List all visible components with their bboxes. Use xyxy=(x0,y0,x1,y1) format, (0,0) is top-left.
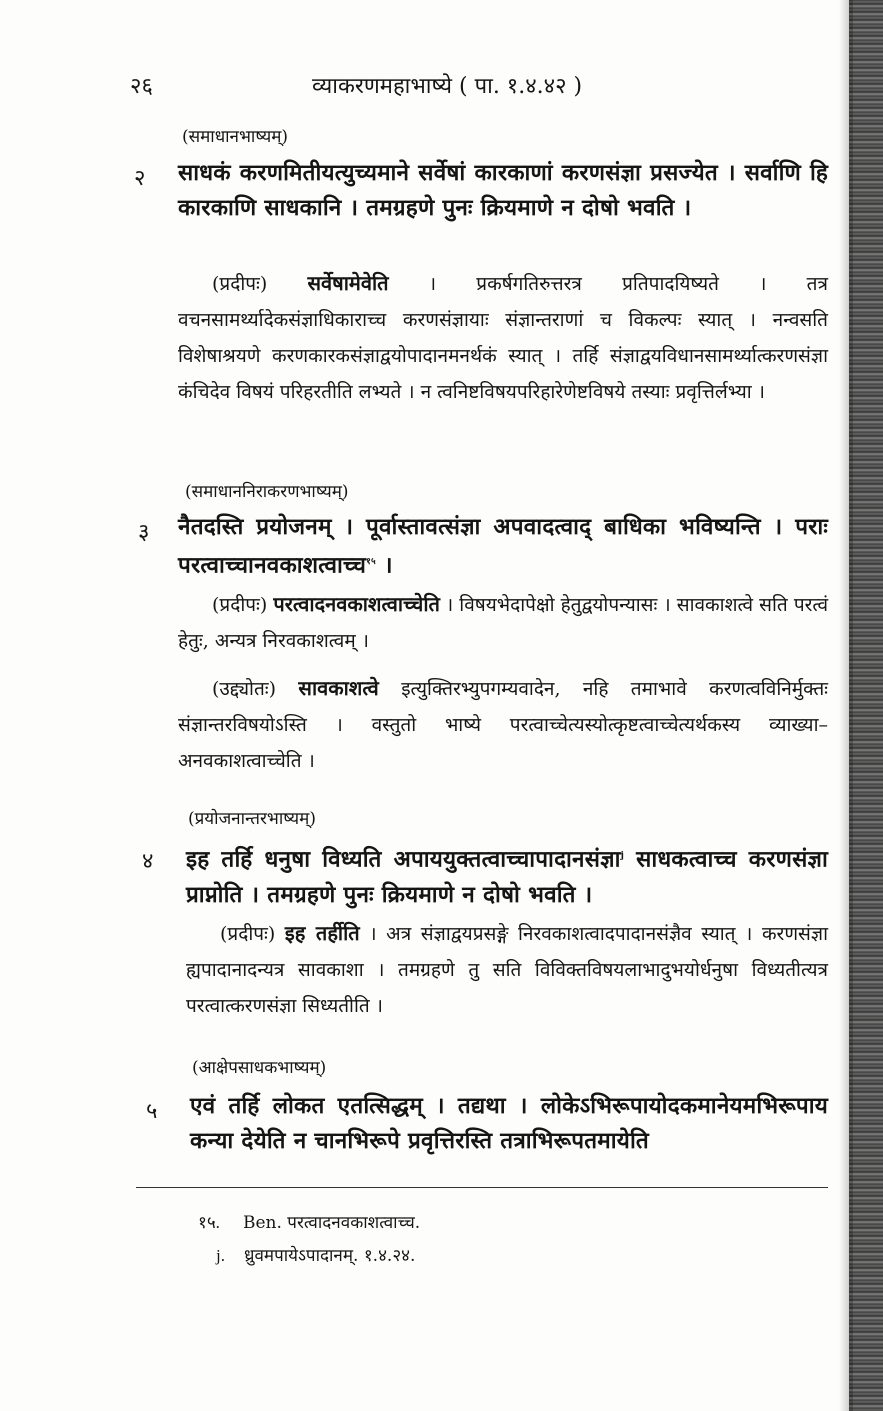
footnote-label: १५. xyxy=(198,1213,220,1232)
section-heading: (आक्षेपसाधकभाष्यम्) xyxy=(192,1058,327,1078)
section-number: ३ xyxy=(138,520,150,545)
commentary-lemma: सावकाशत्वे xyxy=(298,676,379,700)
section-heading: (प्रयोजनान्तरभाष्यम्) xyxy=(188,809,316,829)
bhashya-text: एवं तर्हि लोकत एतत्सिद्धम् । तद्यथा । लोकेऽभिरूपायोदकमानेयमभिरूपाय कन्या देयेति न चानभिरूपे प्रवृत्तिरस्ति तत्राभिरूपतमायेति xyxy=(190,1093,828,1154)
pradipa-commentary xyxy=(178,265,828,410)
commentary-label: (प्रदीपः) xyxy=(212,273,268,295)
footnote xyxy=(216,1243,415,1266)
commentary-text: इत्युक्तिरभ्युपगम्यवादेन, नहि तमाभावे करणत्वविनिर्मुक्तः संज्ञान्तरविषयोऽस्ति । वस्तुतो भाष्ये परत्वाच्चेत्यस्योत्कृष्टत्वाच्चेत्यर्थकस्य व्याख्या–अनवकाशत्वाच्चेति । xyxy=(178,678,828,772)
footnote-text: Ben. परत्वादनवकाशत्वाच्च. xyxy=(243,1213,421,1233)
pradipa-commentary xyxy=(186,915,828,1024)
commentary-label: (उद्द्योतः) xyxy=(212,678,277,700)
commentary-label: (प्रदीपः) xyxy=(212,594,268,616)
footnote-label: j. xyxy=(216,1246,225,1265)
commentary-text: । अत्र संज्ञाद्वयप्रसङ्गे निरवकाशत्वादपादानसंज्ञैव स्यात् । करणसंज्ञा ह्यपादानादन्यत्र सावकाशा । तमग्रहणे तु सति विविक्तविषयलाभादुभयोर्धनुषा विध्यतीत्यत्र परत्वात्करणसंज्ञा सिध्यतीति । xyxy=(186,923,829,1017)
section-heading: (समाधानभाष्यम्) xyxy=(182,127,289,147)
footnote-rule xyxy=(136,1187,828,1188)
page-number: २६ xyxy=(130,74,153,99)
page-edge-shadow xyxy=(849,0,883,1411)
commentary-lemma: परत्वादनवकाशत्वाच्चेति xyxy=(273,592,440,616)
commentary-label: (प्रदीपः) xyxy=(220,923,276,945)
commentary-text: । विषयभेदापेक्षो हेतुद्वयोपन्यासः । सावकाशत्वे सति परत्वं हेतुः, अन्यत्र निरवकाशत्वम् । xyxy=(178,594,829,652)
section-number: ४ xyxy=(142,849,154,874)
footnote xyxy=(198,1210,420,1233)
section-number: २ xyxy=(134,166,146,191)
bhashya-text: नैतदस्ति प्रयोजनम् । पूर्वास्तावत्संज्ञा अपवादत्वाद् बाधिका भविष्यन्ति । पराः परत्वाच्चानवकाशत्वाच्च$^{१५}$ । xyxy=(178,514,828,579)
section-heading: (समाधाननिराकरणभाष्यम्) xyxy=(185,482,349,502)
pradipa-commentary xyxy=(178,586,828,659)
page-edge-fade xyxy=(839,0,853,1411)
commentary-lemma: इह तर्हीति xyxy=(284,921,360,945)
running-title: व्याकरणमहाभाष्ये ( पा. १.४.४२ ) xyxy=(312,74,583,99)
commentary-lemma: सर्वेषामेवेति xyxy=(307,271,389,295)
section-number: ५ xyxy=(146,1099,158,1124)
bhashya-text: इह तर्हि धनुषा विध्यति अपाययुक्तत्वाच्चापादानसंज्ञा$^j$ साधकत्वाच्च करणसंज्ञा प्राप्नोति । तमग्रहणे पुनः क्रियमाणे न दोषो भवति । xyxy=(186,846,828,908)
footnote-marker: १५ xyxy=(366,557,376,567)
footnote-marker: j xyxy=(620,851,625,861)
footnote-text: ध्रुवमपायेऽपादानम्. १.४.२४. xyxy=(244,1246,416,1266)
bhashya-text: साधकं करणमितीयत्युच्यमाने सर्वेषां कारकाणां करणसंज्ञा प्रसज्येत । सर्वाणि हि कारकाणि साधकानि । तमग्रहणे पुनः क्रियमाणे न दोषो भवति । xyxy=(178,160,828,221)
uddyota-commentary xyxy=(178,670,828,779)
commentary-text: । प्रकर्षगतिरुत्तरत्र प्रतिपादयिष्यते । तत्र वचनसामर्थ्यादेकसंज्ञाधिकाराच्च करणसंज्ञायाः संज्ञान्तराणां च विकल्पः स्यात् । नन्वसति विशेषाश्रयणे करणकारकसंज्ञाद्वयोपादानमनर्थकं स्यात् । तर्हि संज्ञाद्वयविधानसामर्थ्यात्करणसंज्ञा कंचिदेव विषयं परिहरतीति लभ्यते । न त्वनिष्टविषयपरिहारेणेष्टविषये तस्याः प्रवृत्तिर्लभ्या । xyxy=(178,273,828,403)
